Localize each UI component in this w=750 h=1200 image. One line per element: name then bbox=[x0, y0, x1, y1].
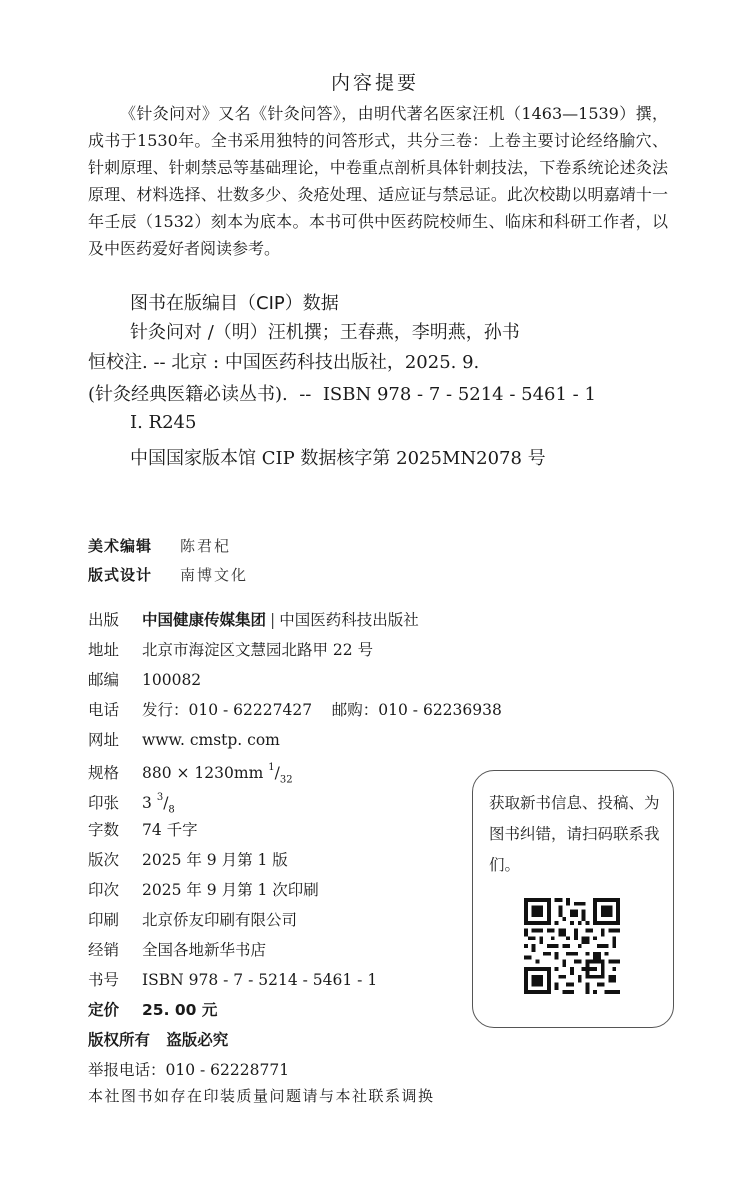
info-label: 定价 bbox=[88, 1001, 120, 1019]
info-phone bbox=[88, 695, 502, 725]
copyright-notice: 版权所有 盗版必究 bbox=[88, 1031, 229, 1049]
cip-line-1: 针灸问对 /（明）汪机撰；王春燕，李明燕，孙书 bbox=[130, 322, 520, 343]
qr-card-text: 获取新书信息、投稿、为图书纠错，请扫码联系我们。 bbox=[489, 794, 660, 874]
publisher-group: 中国健康传媒集团 bbox=[142, 611, 267, 629]
info-website bbox=[88, 725, 280, 755]
info-value: 2025 年 9 月第 1 次印刷 bbox=[142, 881, 319, 899]
info-label: 印刷 bbox=[88, 911, 120, 929]
sheets-numerator: 3 bbox=[156, 792, 164, 803]
info-value: 北京侨友印刷有限公司 bbox=[142, 911, 298, 929]
cip-line-5: 中国国家版本馆 CIP 数据核字第 2025MN2078 号 bbox=[130, 448, 546, 469]
info-label: 规格 bbox=[88, 764, 120, 783]
info-address bbox=[88, 635, 373, 665]
publisher-name: 中国医药科技出版社 bbox=[279, 611, 419, 629]
cip-line-2: 恒校注. -- 北京 : 中国医药科技出版社，2025. 9. bbox=[88, 352, 480, 373]
info-format: 规格 880 × 1230mm $^1/_{32}$ bbox=[88, 755, 293, 785]
info-printing bbox=[88, 875, 319, 905]
cip-line-4: Ⅰ. R245 bbox=[130, 412, 197, 433]
abstract-body: 《针灸问对》又名《针灸问答》，由明代著名医家汪机（1463—1539）撰，成书于1530年。全书采用独特的问答形式，共分三卷：上卷主要讨论经络腧穴、针刺原理、针刺禁忌等基础理论，中卷重点剖析具体针刺技法，下卷系统论述灸法原理、材料选择、壮数多少、灸疮处理、适应证与禁忌证。此次校勘以明嘉靖十一年壬辰（1532）刻本为底本。本书可供中医药院校师生、临床和科研工作者，以及中医药爱好者阅读参考。 bbox=[88, 104, 668, 258]
info-label: 网址 bbox=[88, 731, 120, 749]
qr-code-image[interactable] bbox=[524, 898, 620, 994]
credit-value: 陈君杞 bbox=[180, 537, 232, 555]
credit-label: 版式设计 bbox=[88, 566, 153, 584]
cip-line-3: (针灸经典医籍必读丛书). -- ISBN 978 - 7 - 5214 - 5461 - 1 bbox=[88, 384, 596, 405]
info-value: ISBN 978 - 7 - 5214 - 5461 - 1 bbox=[142, 971, 378, 989]
info-label: 版次 bbox=[88, 851, 120, 869]
credit-value: 南博文化 bbox=[180, 566, 249, 584]
info-postcode bbox=[88, 665, 201, 695]
footer-note: 本社图书如存在印装质量问题请与本社联系调换 bbox=[88, 1087, 435, 1105]
info-label: 邮编 bbox=[88, 671, 120, 689]
info-sheets: 印张 3 $^3/_8$ bbox=[88, 785, 175, 815]
info-value: www. cmstp. com bbox=[142, 731, 280, 749]
sheets-whole: 3 bbox=[142, 794, 152, 813]
cip-title: 图书在版编目（CIP）数据 bbox=[130, 293, 339, 314]
format-numerator: 1 bbox=[268, 762, 275, 773]
info-label: 书号 bbox=[88, 971, 120, 989]
info-printer bbox=[88, 905, 297, 935]
info-distributor bbox=[88, 935, 266, 965]
info-value: 发行：010 - 62227427 邮购：010 - 62236938 bbox=[142, 701, 502, 719]
info-label: 印张 bbox=[88, 794, 120, 813]
info-label: 出版 bbox=[88, 611, 120, 629]
info-label: 经销 bbox=[88, 941, 120, 959]
info-value: 74 千字 bbox=[142, 821, 198, 839]
info-isbn bbox=[88, 965, 377, 995]
info-label: 字数 bbox=[88, 821, 120, 839]
report-phone: 举报电话：010 - 62228771 bbox=[88, 1061, 290, 1079]
format-main: 880 × 1230mm bbox=[142, 764, 264, 783]
credit-layout-design bbox=[88, 564, 248, 585]
abstract-title: 内容提要 bbox=[330, 72, 419, 94]
info-price bbox=[88, 995, 217, 1025]
info-value: 北京市海淀区文慧园北路甲 22 号 bbox=[142, 641, 374, 659]
info-label: 地址 bbox=[88, 641, 120, 659]
info-value: 100082 bbox=[142, 671, 202, 689]
info-value: 2025 年 9 月第 1 版 bbox=[142, 851, 288, 869]
info-label: 电话 bbox=[88, 701, 120, 719]
info-publisher bbox=[88, 605, 419, 635]
info-label: 印次 bbox=[88, 881, 120, 899]
info-words bbox=[88, 815, 198, 845]
publisher-separator: | bbox=[270, 611, 276, 629]
info-edition bbox=[88, 845, 288, 875]
format-denominator: 32 bbox=[279, 774, 293, 786]
credit-art-editor bbox=[88, 535, 231, 556]
sheets-denominator: 8 bbox=[168, 804, 175, 816]
info-value: 全国各地新华书店 bbox=[142, 941, 267, 959]
info-value: 25. 00 元 bbox=[142, 1001, 218, 1019]
credit-label: 美术编辑 bbox=[88, 537, 153, 555]
